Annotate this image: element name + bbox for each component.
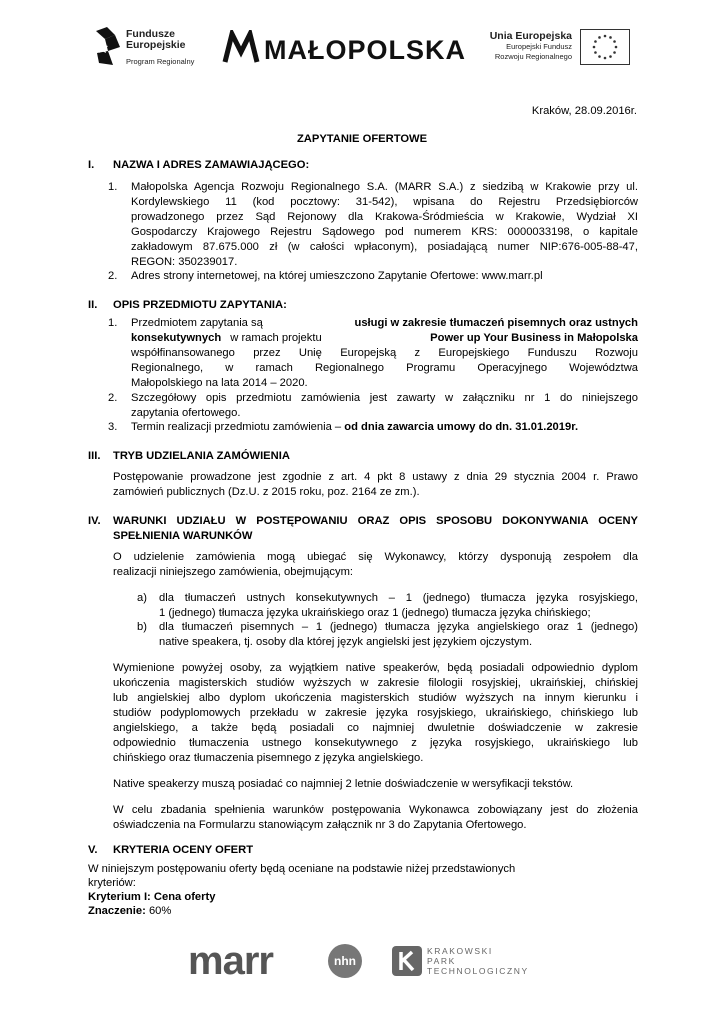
nhn-logo: [328, 944, 362, 978]
section-4-number: IV.: [88, 515, 101, 527]
s2-item1-line1-bold: usługi w zakresie tłumaczeń pisemnych oraz ustnych: [354, 317, 638, 329]
s1-item1-line3: prowadzonego przez Sąd Rejonowy dla Krakowa-Śródmieścia w Krakowie, Wydział XI: [131, 211, 638, 223]
s2-item1-number: 1.: [108, 317, 118, 329]
eu-line2: Europejski Fundusz: [506, 42, 572, 51]
kpt-line2: PARK: [427, 956, 456, 966]
eu-star-icon: [593, 46, 596, 49]
s2-item3-text: [131, 420, 578, 435]
fundusze-europejskie-logo-icon: [93, 25, 123, 67]
s1-item1-line5: zakładowym 87.675.000 zł (w całości wpłaconym), posiadającą numer NIP:676-005-88-47,: [131, 241, 638, 253]
fe-line1: Fundusze: [126, 28, 175, 40]
eu-star-icon: [613, 51, 616, 54]
s4-p1-line1: O udzielenie zamówienia mogą ubiegać się Wykonawcy, którzy dysponują zespołem dla: [113, 551, 638, 563]
s5-criterion-label: Kryterium I: Cena oferty: [88, 891, 216, 903]
eu-star-icon: [615, 46, 618, 49]
s2-item3-bold: od dnia zawarcia umowy do dn. 31.01.2019r.: [344, 421, 579, 433]
eu-star-icon: [598, 36, 601, 39]
s5-weight-value: 60%: [148, 905, 172, 917]
malopolska-wordmark: MAŁOPOLSKA: [264, 35, 466, 65]
s1-item1-line2: Kordylewskiego 11 (kod pocztowy: 31-542), wpisana do Rejestru Przedsiębiorców: [131, 196, 638, 208]
section-2-number: II.: [88, 299, 98, 311]
s2-item1-line1-plain: Przedmiotem zapytania są: [131, 317, 263, 329]
fundusze-europejskie-title: [126, 29, 186, 51]
eu-star-icon: [609, 55, 612, 58]
s2-item2-line1: Szczegółowy opis przedmiotu zamówienia jest zawarty w załączniku nr 1 do niniejszego: [131, 392, 638, 404]
s4-p3: Native speakerzy muszą posiadać co najmniej 2 letnie doświadczenie w wersyfikacji tekstów.: [113, 778, 574, 790]
section-4-heading-line2: SPEŁNIENIA WARUNKÓW: [113, 530, 253, 542]
s2-item2-number: 2.: [108, 392, 118, 404]
eu-line1: Unia Europejska: [489, 30, 572, 42]
section-3-number: III.: [88, 450, 101, 462]
s4-p1-line2: realizacji niniejszego zamówienia, obejmującym:: [113, 566, 354, 578]
kpt-logo-text: [427, 946, 529, 976]
malopolska-m-icon: [222, 30, 260, 64]
s1-item1-number: 1.: [108, 181, 118, 193]
nhn-logo-text: nhn: [334, 954, 356, 968]
s4-b-line1: dla tłumaczeń pisemnych – 1 (jednego) tłumacza języka angielskiego oraz 1 (jednego): [159, 621, 638, 633]
s2-item1-line2-bold: konsekutywnych: [131, 332, 222, 344]
eu-star-icon: [594, 40, 597, 43]
s1-item1-line1: Małopolska Agencja Rozwoju Regionalnego S.A. (MARR S.A.) z siedzibą w Krakowie przy ul.: [131, 181, 638, 193]
s4-p2-line7: chińskiego oraz tłumaczenia pisemnego z języka angielskiego.: [113, 752, 424, 764]
s4-a-line1: dla tłumaczeń ustnych konsekutywnych – 1 (jednego) tłumacza języka rosyjskiego,: [159, 592, 638, 604]
s2-item1-line5: Małopolskiego na lata 2014 – 2020.: [131, 377, 308, 389]
s4-p2-line4: studiów podyplomowych przekładu w zakresie języka rosyjskiego, ukraińskiego, chińskiego lub: [113, 707, 638, 719]
eu-star-icon: [609, 36, 612, 39]
s2-item1-line3: współfinansowanego przez Unię Europejską z Europejskiego Funduszu Rozwoju: [131, 347, 638, 359]
marr-logo: marr: [188, 939, 273, 983]
s1-item1-line6: REGON: 350239017.: [131, 256, 238, 268]
s5-line2: kryteriów:: [88, 877, 136, 889]
s1-item2-number: 2.: [108, 270, 118, 282]
kpt-logo-icon: [392, 946, 422, 976]
s4-p2-line5: angielskiego, a także będą posiadali co najmniej dwuletnie doświadczenie w zakresie: [113, 722, 638, 734]
section-5-heading: KRYTERIA OCENY OFERT: [113, 844, 254, 856]
section-1-number: I.: [88, 159, 95, 171]
eu-star-icon: [594, 51, 597, 54]
section-4-heading-line1: WARUNKI UDZIAŁU W POSTĘPOWANIU ORAZ OPIS SPOSOBU DOKONYWANIA OCENY: [113, 515, 638, 527]
s4-p2-line2: ukończenia magisterskich studiów wyższych w zakresie filologii rosyjskiej, ukraińskiej, chińskiej: [113, 677, 638, 689]
s3-line1: Postępowanie prowadzone jest zgodnie z art. 4 pkt 8 ustawy z dnia 29 stycznia 2004 r. Prawo: [113, 471, 638, 483]
eu-text: [470, 30, 572, 62]
eu-flag-icon: [580, 29, 630, 65]
s2-item1-line1: [131, 316, 638, 331]
s3-line2: zamówień publicznych (Dz.U. z 2015 roku, poz. 2164 ze zm.).: [113, 486, 420, 498]
eu-star-icon: [604, 35, 607, 38]
section-5-number: V.: [88, 844, 98, 856]
document-date: Kraków, 28.09.2016r.: [531, 105, 637, 117]
s4-b-label: b): [137, 621, 147, 633]
section-2-heading: OPIS PRZEDMIOTU ZAPYTANIA:: [113, 299, 287, 311]
fe-line3: Program Regionalny: [126, 57, 195, 66]
s4-p2-line3: lub angielskiej albo dyplom ukończenia magisterskich studiów wyższych na innym kierunku i: [113, 692, 638, 704]
eu-star-icon: [604, 57, 607, 60]
s4-p2-line6: odpowiednio tłumaczenia ustnego konsekutywnego z języka rosyjskiego, ukraińskiego lub: [113, 737, 638, 749]
s2-item3-number: 3.: [108, 421, 118, 433]
s1-item1-line4: Gospodarczy Krajowego Rejestru Sądowego pod numerem KRS: 0000033198, o kapitale: [131, 226, 638, 238]
section-1-heading: NAZWA I ADRES ZAMAWIAJĄCEGO:: [113, 159, 310, 171]
s4-a-line2: 1 (jednego) tłumacza języka ukraińskiego oraz 1 (jednego) tłumacza języka chińskiego;: [159, 607, 591, 619]
s2-item3-plain: Termin realizacji przedmiotu zamówienia –: [131, 421, 342, 433]
s4-p4-line2: oświadczenia na Formularzu stanowiącym załącznik nr 3 do Zapytania Ofertowego.: [113, 819, 527, 831]
s2-item2-line2: zapytania ofertowego.: [131, 407, 241, 419]
s1-item2-text: Adres strony internetowej, na której umieszczono Zapytanie Ofertowe: www.marr.pl: [131, 270, 543, 282]
s4-p2-line1: Wymienione powyżej osoby, za wyjątkiem native speakerów, będą posiadali odpowiednio dyplom: [113, 662, 638, 674]
kpt-line1: KRAKOWSKI: [427, 946, 493, 956]
eu-star-icon: [613, 40, 616, 43]
fe-line2: Europejskie: [126, 39, 186, 51]
s2-project-name: Power up Your Business in Małopolska: [430, 332, 638, 344]
document-title: ZAPYTANIE OFERTOWE: [296, 133, 428, 145]
s5-weight: [88, 904, 171, 919]
s2-item1-line2-plain: w ramach projektu: [230, 332, 322, 344]
s2-item1-line2: [131, 331, 638, 346]
s2-item1-line4: Regionalnego, w ramach Regionalnego Programu Operacyjnego Województwa: [131, 362, 638, 374]
s5-line1: W niniejszym postępowaniu oferty będą oceniane na podstawie niżej przedstawionych: [88, 863, 516, 875]
eu-line3: Rozwoju Regionalnego: [494, 52, 572, 61]
kpt-line3: TECHNOLOGICZNY: [427, 966, 529, 976]
s4-a-label: a): [137, 592, 147, 604]
eu-star-icon: [598, 55, 601, 58]
s5-weight-label: Znaczenie:: [88, 905, 146, 917]
s4-b-line2: native speakera, tj. osoby dla której język angielski jest językiem ojczystym.: [159, 636, 533, 648]
section-3-heading: TRYB UDZIELANIA ZAMÓWIENIA: [113, 450, 290, 462]
s4-p4-line1: W celu zbadania spełnienia warunków postępowania Wykonawca zobowiązany jest do złożenia: [113, 804, 638, 816]
